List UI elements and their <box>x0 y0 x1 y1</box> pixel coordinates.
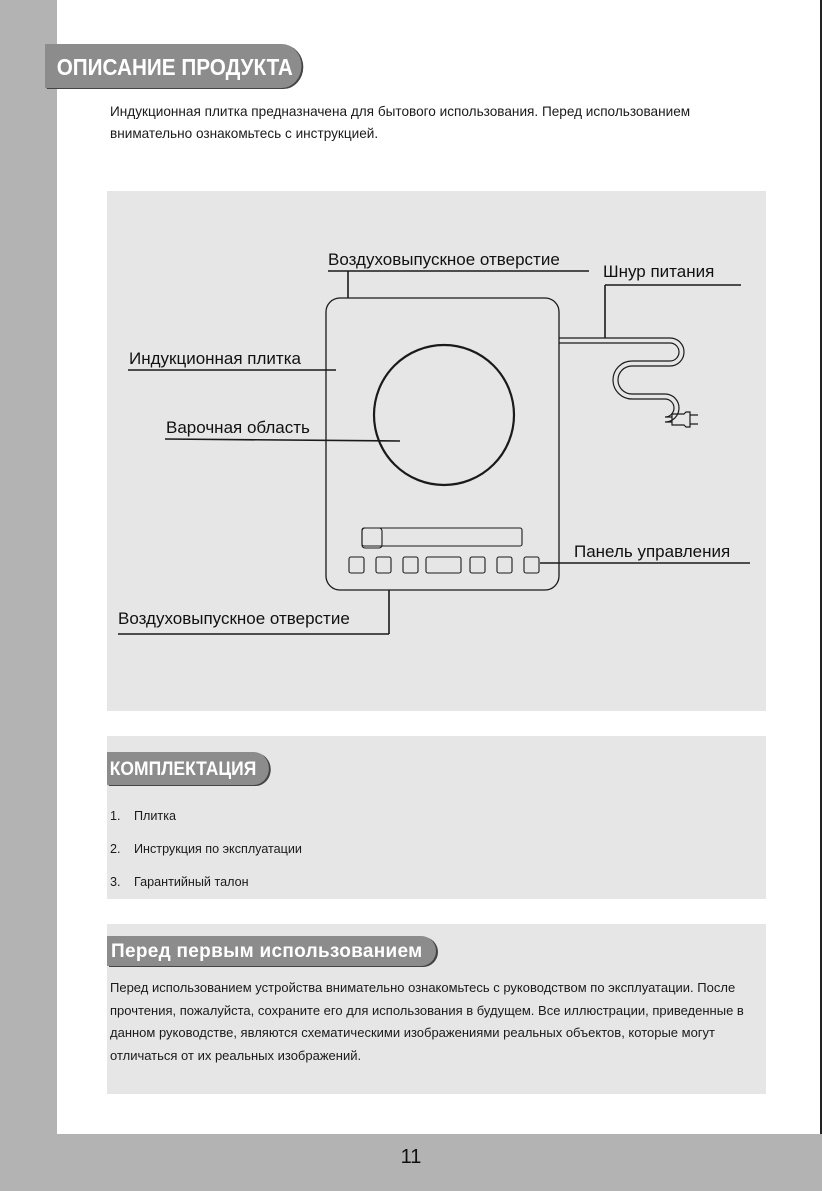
list-item-number: 2. <box>110 842 121 856</box>
first-use-title: Перед первым использованием <box>107 936 436 966</box>
label-cooking-zone: Варочная область <box>166 418 310 437</box>
label-control-panel: Панель управления <box>574 542 731 561</box>
package-title: КОМПЛЕКТАЦИЯ <box>107 752 269 785</box>
list-item <box>110 842 302 856</box>
page-number: 11 <box>400 1146 422 1168</box>
label-air-outlet-bottom: Воздуховыпускное отверстие <box>118 609 350 628</box>
label-power-cord: Шнур питания <box>603 262 715 281</box>
intro-paragraph: Индукционная плитка предназначена для бытового использования. Перед использованием внимательно ознакомьтесь с инструкцией. <box>110 104 691 141</box>
list-item <box>110 875 249 889</box>
left-margin-bar <box>0 0 57 1191</box>
first-use-paragraph: Перед использованием устройства внимательно ознакомьтесь с руководством по эксплуатации. После прочтения, пожалуйста, сохраните его для использования в будущем. Все иллюстрации, приведенные в данном руководстве, являются схематическими изображениями реальных объектов, которые могут отличаться от их реальных изображений. <box>110 980 744 1063</box>
list-item-label: Плитка <box>134 809 176 823</box>
list-item-number: 1. <box>110 809 121 823</box>
label-induction-cooker: Индукционная плитка <box>129 349 301 368</box>
list-item-number: 3. <box>110 875 121 889</box>
list-item-label: Инструкция по эксплуатации <box>134 842 302 856</box>
label-air-outlet-top: Воздуховыпускное отверстие <box>328 250 560 269</box>
list-item <box>110 809 176 823</box>
page-title: ОПИСАНИЕ ПРОДУКТА <box>45 44 302 88</box>
list-item-label: Гарантийный талон <box>134 875 249 889</box>
